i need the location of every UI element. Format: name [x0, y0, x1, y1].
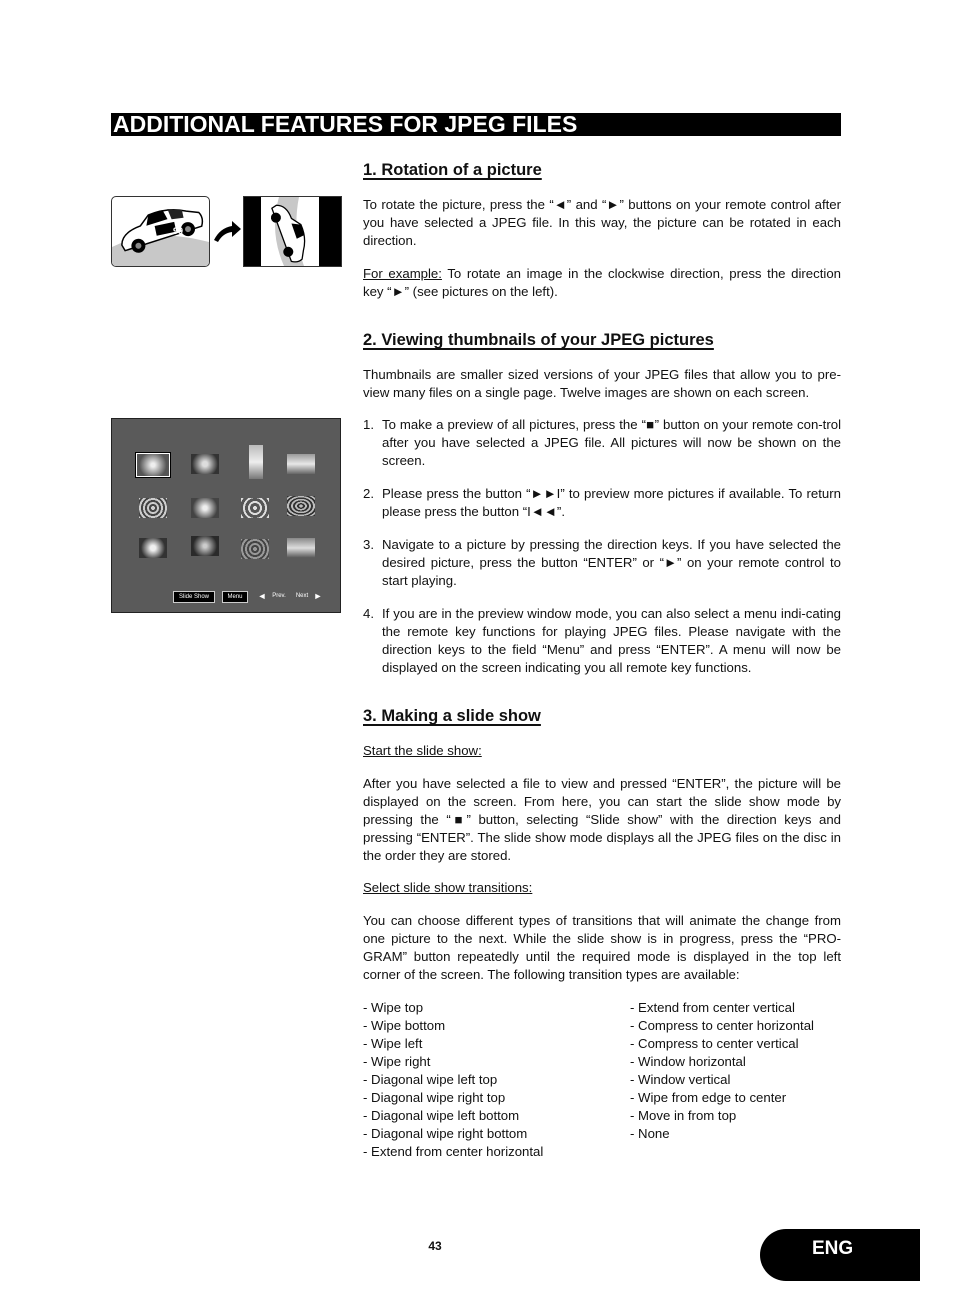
transition-list-right	[630, 999, 814, 1143]
thumbnail-image[interactable]	[191, 454, 219, 474]
thumbnail-preview-screen	[111, 418, 341, 613]
example-text: To rotate an image in the clockwise direction, press the direction key “►” (see pictures on the left).	[363, 266, 841, 299]
menu-button[interactable]: Menu	[222, 591, 248, 603]
language-tab-label: ENG	[812, 1238, 854, 1259]
example-label: For example:	[363, 266, 442, 281]
list-item: - Wipe left	[363, 1036, 423, 1051]
list-item: - Move in from top	[630, 1108, 737, 1123]
thumbnail-image[interactable]	[241, 539, 269, 559]
list-item: - Extend from center vertical	[630, 1000, 795, 1015]
thumbnail-image[interactable]	[241, 498, 269, 518]
list-item: - Wipe bottom	[363, 1018, 446, 1033]
thumbnails-intro: Thumbnails are smaller sized versions of your JPEG files that allow you to pre-view many files on a single page. Twelve images are shown on each screen.	[363, 367, 841, 400]
car-image-original	[111, 196, 210, 267]
svg-text:99: 99	[173, 226, 184, 236]
thumbnail-image[interactable]	[249, 445, 263, 479]
next-label[interactable]: Next	[295, 593, 309, 599]
list-item: - Diagonal wipe left bottom	[363, 1108, 520, 1123]
thumbnail-image[interactable]	[287, 496, 315, 516]
page-title: ADDITIONAL FEATURES FOR JPEG FILES	[113, 111, 578, 137]
thumbnail-image[interactable]	[287, 454, 315, 474]
transitions-paragraph: You can choose different types of transitions that will animate the change from one picture to the next. While the slide show is in progress, press the “PRO-GRAM” button repeatedly until the required mode is displayed in the top left corner of the screen. The following transition types are available:	[363, 913, 841, 982]
list-item: - Diagonal wipe right top	[363, 1090, 506, 1105]
list-item: - Compress to center horizontal	[630, 1018, 814, 1033]
thumbnail-image[interactable]	[191, 536, 219, 556]
list-item: - Wipe top	[363, 1000, 424, 1015]
rotate-arrow-icon	[212, 218, 242, 249]
list-item: 1. To make a preview of all pictures, press the “■” button on your remote con-trol after you have selected a JPEG file. All pictures will now be shown on the screen.	[363, 417, 841, 468]
list-item: - None	[630, 1126, 670, 1141]
list-item: - Window horizontal	[630, 1054, 746, 1069]
car-image-rotated	[243, 196, 342, 267]
prev-arrow-icon[interactable]: ◄	[257, 591, 267, 601]
list-item: 3. Navigate to a picture by pressing the direction keys. If you have selected the desired picture, press the button “ENTER” or “►” on your remote control to start playing.	[363, 537, 841, 588]
thumbnail-image[interactable]	[139, 538, 167, 558]
list-item: - Window vertical	[630, 1072, 731, 1087]
section-heading-slideshow: 3. Making a slide show	[363, 707, 541, 725]
list-item: - Compress to center vertical	[630, 1036, 799, 1051]
start-slideshow-label: Start the slide show:	[363, 743, 482, 758]
list-item: - Extend from center horizontal	[363, 1144, 544, 1159]
list-item: - Wipe right	[363, 1054, 431, 1069]
thumbnail-image[interactable]	[139, 498, 167, 518]
section-heading-thumbnails: 2. Viewing thumbnails of your JPEG pictures	[363, 331, 714, 349]
rotation-paragraph: To rotate the picture, press the “◄” and “►” buttons on your remote control after you have selected a JPEG file. In this way, the picture can be rotated in each direction.	[363, 197, 841, 248]
section-heading-rotation: 1. Rotation of a picture	[363, 161, 542, 179]
start-slideshow-paragraph: After you have selected a file to view and pressed “ENTER”, the picture will be displayed on the screen. From here, you can start the slide show mode by pressing the “■” button, selecting “Slide show” with the direction keys and pressing “ENTER”. The slide show mode displays all the JPEG files on the disc in the order they are stored.	[363, 776, 841, 863]
prev-label[interactable]: Prev.	[272, 593, 286, 599]
list-item: 4. If you are in the preview window mode, you can also select a menu indi-cating the remote key functions for playing JPEG files. Please navigate with the direction keys to the field “Menu” and press “ENTER”. A menu will now be displayed on the screen indicating you all remote key functions.	[363, 606, 841, 675]
thumbnail-image[interactable]	[191, 498, 219, 518]
list-item: - Diagonal wipe right bottom	[363, 1126, 528, 1141]
slide-show-button[interactable]: Slide Show	[173, 591, 215, 603]
next-arrow-icon[interactable]: ►	[313, 591, 323, 601]
transition-list-left	[363, 999, 543, 1161]
list-item: - Wipe from edge to center	[630, 1090, 787, 1105]
thumbnail-image[interactable]	[136, 453, 170, 477]
page-number: 43	[428, 1239, 442, 1253]
transitions-label: Select slide show transitions:	[363, 880, 533, 895]
rotation-example	[363, 265, 841, 301]
list-item: - Diagonal wipe left top	[363, 1072, 498, 1087]
list-item: 2. Please press the button “►►I” to preview more pictures if available. To return please press the button “I◄◄”.	[363, 486, 841, 519]
thumbnail-image[interactable]	[287, 538, 315, 558]
